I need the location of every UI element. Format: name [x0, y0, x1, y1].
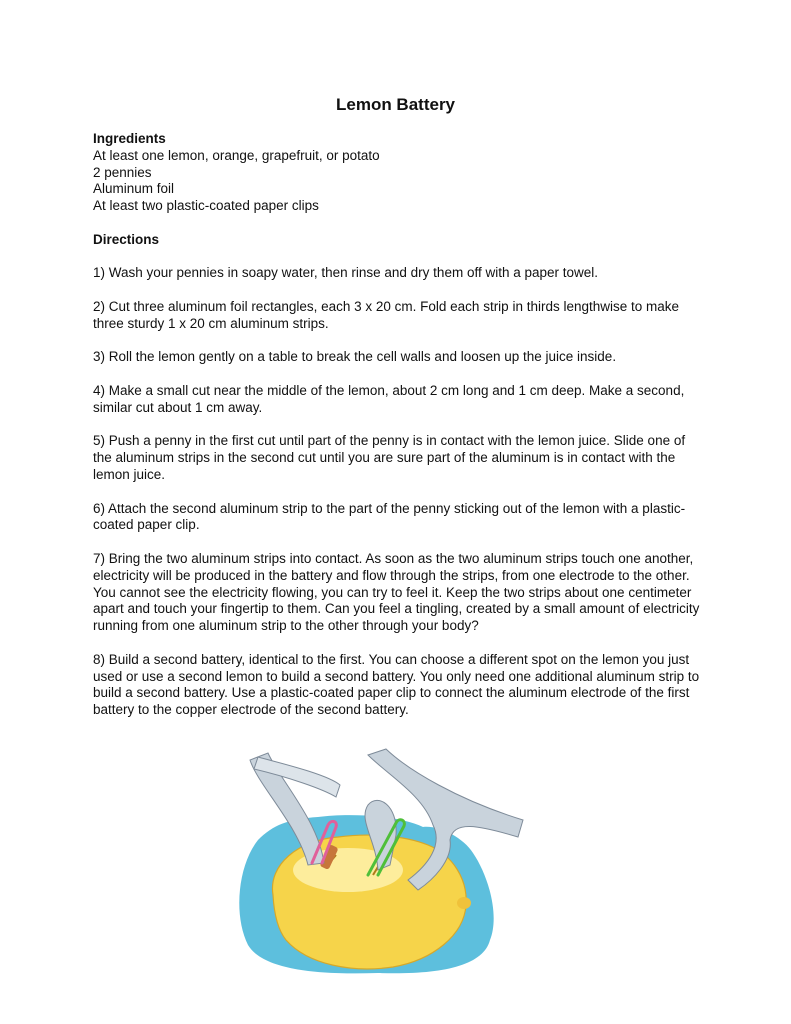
- direction-step: 4) Make a small cut near the middle of the lemon, about 2 cm long and 1 cm deep. Make a second, similar cut about 1 cm away.: [93, 382, 685, 415]
- ingredient-item: At least two plastic-coated paper clips: [93, 198, 319, 214]
- document-body: [93, 131, 705, 736]
- direction-step: 2) Cut three aluminum foil rectangles, each 3 x 20 cm. Fold each strip in thirds lengthwise to make three sturdy 1 x 20 cm aluminum strips.: [93, 298, 680, 331]
- direction-step: 5) Push a penny in the first cut until part of the penny is in contact with the lemon juice. Slide one of the aluminum strips in the second cut until you are sure part of the aluminum is in contact with the lemon juice.: [93, 433, 686, 482]
- direction-step: 7) Bring the two aluminum strips into contact. As soon as the two aluminum strips touch one another, electricity will be produced in the battery and flow through the strips, from one electrode to the other. You cannot see the electricity flowing, you can try to feel it. Keep the two strips about one centimeter apart and touch your fingertip to them. Can you feel a tingling, created by a small amount of electricity running from one aluminum strip to the other through your body?: [93, 550, 700, 634]
- direction-step: 3) Roll the lemon gently on a table to break the cell walls and loosen up the juice inside.: [93, 349, 617, 365]
- directions-heading: Directions: [93, 231, 160, 247]
- ingredient-item: Aluminum foil: [93, 181, 175, 197]
- ingredient-item: 2 pennies: [93, 164, 152, 180]
- lemon-battery-illustration: [228, 745, 528, 975]
- ingredient-item: At least one lemon, orange, grapefruit, or potato: [93, 147, 380, 163]
- ingredients-heading: Ingredients: [93, 131, 166, 146]
- direction-step: 6) Attach the second aluminum strip to the part of the penny sticking out of the lemon with a plastic-coated paper clip.: [93, 500, 686, 533]
- direction-step: 1) Wash your pennies in soapy water, then rinse and dry them off with a paper towel.: [93, 265, 599, 281]
- lemon-tip: [457, 897, 471, 909]
- page-title: Lemon Battery: [335, 95, 456, 114]
- direction-step: 8) Build a second battery, identical to the first. You can choose a different spot on the lemon you just used or use a second lemon to build a second battery. You only need one additional aluminum strip to build a second battery. Use a plastic-coated paper clip to connect the aluminum electrode of the first battery to the copper electrode of the second battery.: [93, 651, 700, 718]
- ingredients-list: [93, 148, 705, 215]
